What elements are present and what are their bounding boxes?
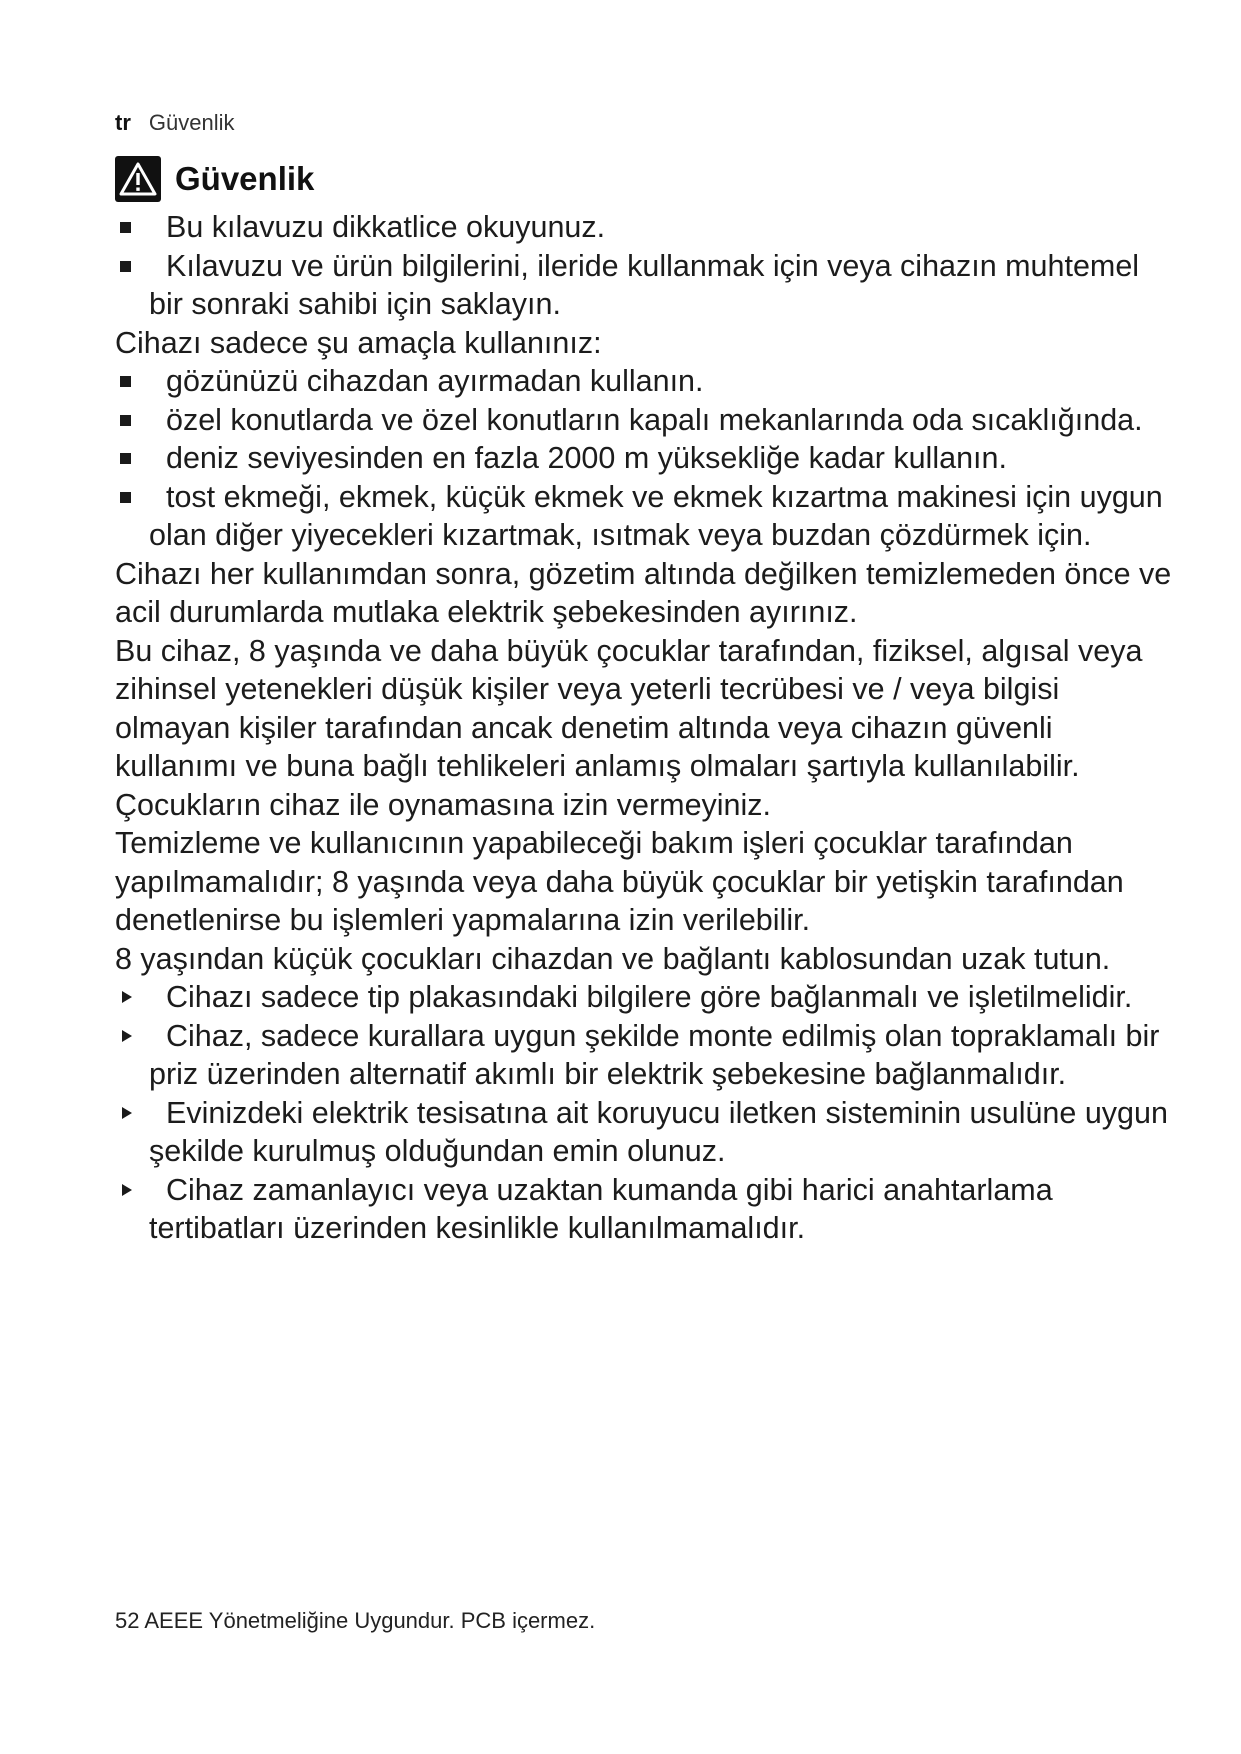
- title-row: [115, 154, 1175, 204]
- instruction-item: Cihazı sadece tip plakasındaki bilgilere göre bağlanmalı ve işletilmelidir.: [166, 980, 1133, 1014]
- list-item: özel konutlarda ve özel konutların kapalı mekanlarında oda sıcaklığında.: [166, 402, 1143, 437]
- safety-content: [115, 208, 1175, 1248]
- section-name: Güvenlik: [148, 110, 235, 135]
- page: [115, 110, 1175, 1248]
- instruction-item: Cihaz, sadece kurallara uygun şekilde monte edilmiş olan topraklamalı bir priz üzerinden alternatif akımlı bir elektrik şebekesine bağlanmalıdır.: [149, 1018, 1160, 1091]
- instruction-item: Cihaz zamanlayıcı veya uzaktan kumanda gibi harici anahtarlama tertibatları üzerinden kesinlikle kullanılmamalıdır.: [149, 1172, 1053, 1245]
- paragraph: Cihazı her kullanımdan sonra, gözetim altında değilken temizlemeden önce ve acil durumlarda mutlaka elektrik şebekesinden ayırınız.: [115, 556, 1172, 629]
- instruction-item: Evinizdeki elektrik tesisatına ait koruyucu iletken sisteminin usulüne uygun şekilde kurulmuş olduğundan emin olunuz.: [149, 1095, 1168, 1168]
- page-title: Güvenlik: [175, 160, 315, 197]
- usage-heading: Cihazı sadece şu amaçla kullanınız:: [115, 325, 602, 360]
- list-item: Kılavuzu ve ürün bilgilerini, ileride kullanmak için veya cihazın muhtemel bir sonraki sahibi için saklayın.: [149, 248, 1140, 321]
- list-item: gözünüzü cihazdan ayırmadan kullanın.: [166, 364, 704, 398]
- paragraph: Temizleme ve kullanıcının yapabileceği bakım işleri çocuklar tarafından yapılmamalıdır; 8 yaşında veya daha büyük çocuklar bir yetişkin tarafından denetlenirse bu işlemleri yapmalarına izin verilebilir.: [115, 826, 1124, 937]
- list-item: tost ekmeği, ekmek, küçük ekmek ve ekmek kızartma makinesi için uygun olan diğer yiyecekleri kızartmak, ısıtmak veya buzdan çözdürmek için.: [149, 479, 1163, 552]
- list-item: deniz seviyesinden en fazla 2000 m yüksekliğe kadar kullanın.: [166, 441, 1007, 475]
- warning-triangle-icon: [115, 156, 161, 202]
- list-item: Bu kılavuzu dikkatlice okuyunuz.: [166, 210, 606, 244]
- language-code: tr: [115, 110, 131, 135]
- paragraph: 8 yaşından küçük çocukları cihazdan ve bağlantı kablosundan uzak tutun.: [115, 941, 1111, 976]
- page-footer: 52 AEEE Yönetmeliğine Uygundur. PCB içermez.: [115, 1608, 596, 1633]
- paragraph: Bu cihaz, 8 yaşında ve daha büyük çocuklar tarafından, fiziksel, algısal veya zihinsel yetenekleri düşük kişiler veya yeterli tecrübesi ve / veya bilgisi olmayan kişiler tarafından ancak denetim altında veya cihazın güvenli kullanımı ve buna bağlı tehlikeleri anlamış olmaları şartıyla kullanılabilir.: [115, 633, 1143, 783]
- paragraph: Çocukların cihaz ile oynamasına izin vermeyiniz.: [115, 787, 772, 822]
- running-header: [115, 110, 1175, 140]
